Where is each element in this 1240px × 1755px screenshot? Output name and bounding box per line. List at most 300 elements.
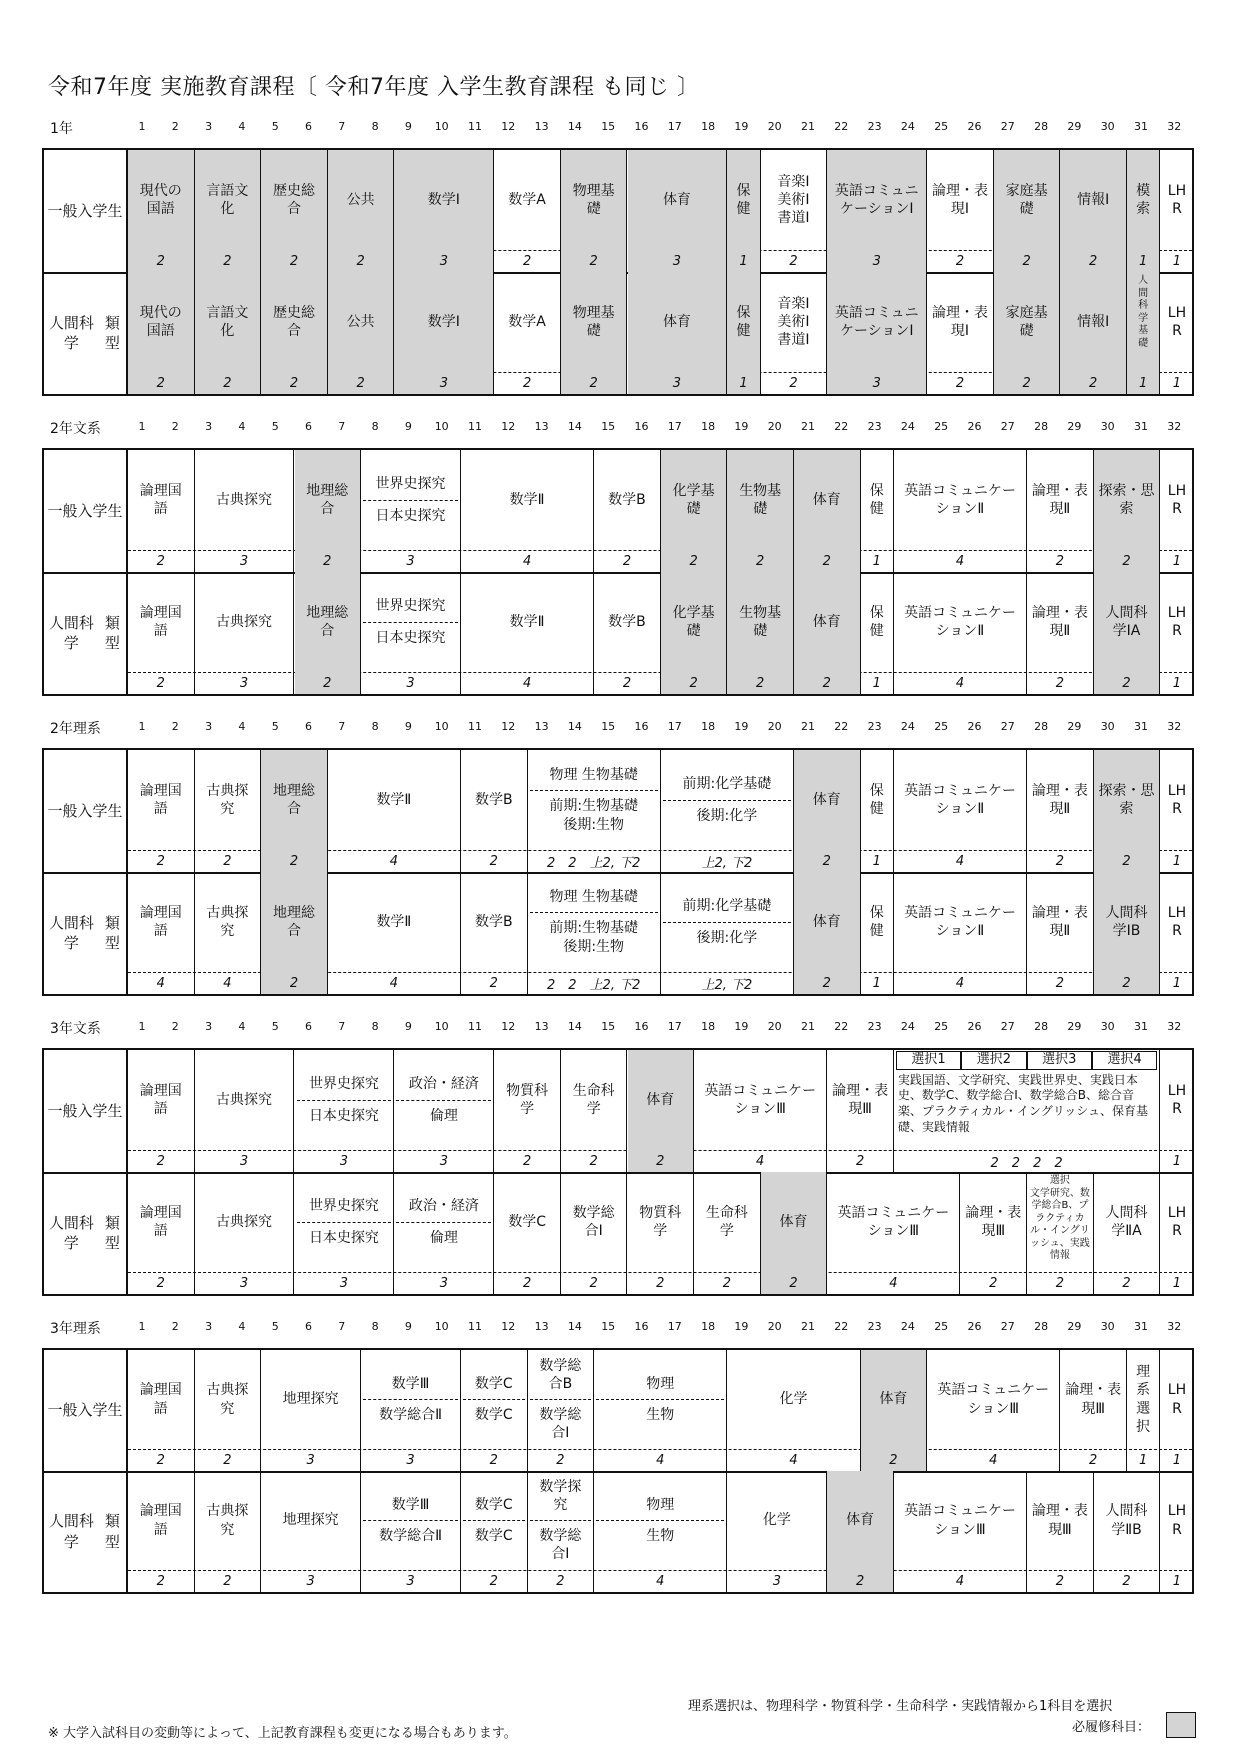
- credit-value: 3: [361, 1570, 461, 1592]
- credit-value: 4: [894, 850, 1027, 872]
- cell-text-line: 論理国: [139, 482, 182, 499]
- credit-value: 2: [295, 672, 362, 694]
- cell-text-line: 学: [520, 1101, 535, 1117]
- subject-cell: [195, 1471, 262, 1570]
- cell-text-line: 公共: [346, 191, 375, 208]
- credit-value: 1: [861, 672, 894, 694]
- cell-text-line: 系: [1136, 1382, 1151, 1399]
- subject-lower: [697, 929, 758, 947]
- period-number: 17: [667, 120, 682, 133]
- credit-value: 2: [1027, 1570, 1094, 1592]
- credit-value: 2: [594, 672, 661, 694]
- cell-text-line: 健: [736, 201, 751, 217]
- cell-text-line: LH: [1167, 604, 1187, 621]
- subject-upper: [309, 1075, 379, 1093]
- subject-cell: [594, 572, 661, 672]
- credit-value: 2: [195, 372, 262, 394]
- cell-text-line: 健: [869, 801, 884, 817]
- cell-text-line: 歴史総: [272, 182, 315, 199]
- credit-value: 3: [628, 250, 728, 272]
- credit-value: 2: [494, 1150, 561, 1172]
- period-number: 10: [434, 720, 449, 733]
- elective-slot-label: 選択4: [1092, 1051, 1157, 1070]
- subject-cell: [295, 572, 362, 672]
- cell-text-line: 地理総: [272, 782, 315, 799]
- cell-text-line: 合B: [548, 1375, 573, 1392]
- cell-text-line: 合: [286, 201, 301, 217]
- cell-text-line: 後期:生物: [563, 938, 625, 955]
- cell-text-line: 数学Ⅱ: [509, 613, 545, 630]
- cell-text-line: 保: [736, 182, 751, 199]
- group-label: [44, 572, 128, 694]
- period-number: 2: [171, 1020, 179, 1033]
- cell-text-line: 探索・思: [1098, 782, 1155, 799]
- group-label: [44, 1172, 128, 1294]
- cell-text-line: 論理・表: [832, 1082, 889, 1099]
- subject-cell: [1127, 150, 1160, 250]
- period-number: 24: [900, 420, 915, 433]
- group-label: [44, 1471, 128, 1592]
- group-label-line: 人間科学: [48, 1512, 94, 1551]
- subject-cell: [827, 1471, 894, 1570]
- period-number: 17: [667, 720, 682, 733]
- period-number: 5: [271, 1020, 279, 1033]
- cell-text-line: 言語文: [206, 182, 249, 199]
- credit-value: 2: [661, 672, 728, 694]
- subject-cell: [1160, 750, 1193, 850]
- period-number: 7: [338, 1320, 346, 1333]
- group-label: [44, 150, 128, 272]
- credit-value: 2: [261, 972, 328, 994]
- alternative-divider: [663, 922, 791, 923]
- subject-cell: [1094, 1172, 1161, 1272]
- period-number: 4: [238, 1320, 246, 1333]
- credit-value: 2: [128, 1570, 195, 1592]
- cell-text-line: LH: [1167, 782, 1187, 799]
- cell-text-line: R: [1172, 1521, 1182, 1538]
- period-number: 8: [371, 120, 379, 133]
- cell-text-line: 礎: [1138, 337, 1149, 349]
- cell-text-line: 地理総: [306, 604, 349, 621]
- subject-cell: [261, 272, 328, 372]
- cell-text-line: R: [1172, 501, 1182, 517]
- credit-value: 2: [261, 372, 328, 394]
- credit-value: 2: [1094, 550, 1161, 572]
- period-number: 22: [834, 420, 849, 433]
- cell-text-line: 日本史探究: [375, 507, 446, 524]
- period-number: 11: [468, 1320, 482, 1333]
- student-group: [44, 450, 1192, 572]
- subject-lower: [549, 919, 638, 955]
- period-number: 31: [1134, 1020, 1148, 1033]
- subject-cell: [528, 872, 661, 972]
- group-label-line: 人間科学: [48, 913, 94, 952]
- subject-cell: [827, 272, 927, 372]
- period-number: 21: [801, 720, 815, 733]
- cell-text-line: 語: [153, 501, 168, 517]
- credit-value: 4: [827, 1272, 960, 1294]
- period-number: 4: [238, 1020, 246, 1033]
- subject-cell: [1060, 272, 1127, 372]
- subject-cell: [195, 1350, 262, 1449]
- schedule-block: [42, 1348, 1194, 1594]
- period-number: 5: [271, 720, 279, 733]
- subject-cell: [561, 150, 628, 250]
- section-label: 1年: [50, 121, 73, 137]
- subject-cell: [328, 872, 461, 972]
- subject-cell: [661, 750, 794, 850]
- credit-value: 2: [1094, 850, 1161, 872]
- cell-text-line: 数学A: [508, 313, 546, 330]
- group-label-line: 一般: [47, 501, 78, 520]
- period-number: 15: [601, 720, 616, 733]
- credit-value: 上2, 下2: [661, 972, 794, 994]
- subject-upper: [683, 775, 772, 793]
- cell-text-line: 語: [153, 1400, 168, 1417]
- period-number: 19: [734, 1020, 749, 1033]
- period-number: 11: [468, 1020, 482, 1033]
- subject-cell: [195, 572, 295, 672]
- period-number: 3: [205, 420, 213, 433]
- subject-cell: [1160, 450, 1193, 550]
- group-label-line: 人間科学: [48, 1213, 94, 1252]
- group-label: [44, 1050, 128, 1172]
- period-number: 10: [434, 1320, 449, 1333]
- cell-text-line: 学ⅡA: [1111, 1223, 1142, 1239]
- subject-cell: [861, 872, 894, 972]
- schedule-block: [42, 748, 1194, 996]
- alternative-divider: [596, 1399, 724, 1400]
- period-number: 12: [501, 1020, 516, 1033]
- science-elective-note: 理系選択は、物理科学・物質科学・生命科学・実践情報から1科目を選択: [688, 1699, 1113, 1714]
- period-number: 20: [767, 1320, 782, 1333]
- period-number: 14: [567, 1320, 582, 1333]
- group-label-line: 入学生: [77, 1101, 123, 1120]
- credit-value: 3: [261, 1570, 361, 1592]
- period-number: 6: [305, 1020, 312, 1033]
- subject-cell: [1160, 1172, 1193, 1272]
- period-number: 20: [767, 1020, 782, 1033]
- period-number: 19: [734, 420, 749, 433]
- cell-text-line: 現Ⅰ: [950, 323, 970, 339]
- cell-text-line: 物理: [646, 1496, 675, 1513]
- subject-cell: [394, 1050, 494, 1150]
- cell-text-line: ケーションⅠ: [839, 201, 914, 217]
- cell-text-line: 保: [736, 304, 751, 321]
- alternative-divider: [596, 1520, 724, 1521]
- cell-text-line: 英語コミュニケー: [937, 1382, 1050, 1399]
- period-number: 8: [371, 720, 379, 733]
- group-label: [44, 750, 128, 872]
- cell-text-line: 化学基: [672, 604, 715, 621]
- cell-text-line: 礎: [1019, 323, 1034, 339]
- cell-text-line: 後期:化学: [696, 929, 758, 946]
- cell-text-line: 礎: [586, 323, 601, 339]
- cell-text-line: 合Ⅰ: [551, 1546, 570, 1563]
- credit-value: 2: [794, 972, 861, 994]
- cell-text-line: 合: [286, 923, 301, 939]
- subject-cell: [528, 750, 661, 850]
- cell-text-line: 数学Ⅰ: [427, 313, 460, 330]
- cell-text-line: 合Ⅰ: [584, 1223, 603, 1239]
- cell-text-line: 語: [153, 1101, 168, 1117]
- cell-text-line: 化学基: [672, 482, 715, 499]
- subject-cell: [328, 750, 461, 850]
- credit-value: 2: [561, 1272, 628, 1294]
- credit-value: 2: [1094, 972, 1161, 994]
- cell-text-line: 論理国: [139, 1204, 182, 1221]
- credit-value: 2: [694, 1272, 761, 1294]
- credit-value: 2: [794, 550, 861, 572]
- subject-cell: [494, 150, 561, 250]
- period-number: 27: [1000, 1020, 1015, 1033]
- period-number: 2: [171, 420, 179, 433]
- cell-text-line: 語: [153, 801, 168, 817]
- subject-upper: [683, 897, 772, 915]
- subject-cell: [628, 1172, 695, 1272]
- credit-value: 2: [461, 850, 528, 872]
- cell-text-line: 国語: [146, 201, 175, 217]
- credit-value: 2: [128, 372, 195, 394]
- period-number: 14: [567, 420, 582, 433]
- cell-text-line: 数学C: [474, 1496, 513, 1513]
- subject-upper: [475, 1496, 513, 1514]
- cell-text-line: 論理・表: [1031, 482, 1088, 499]
- period-number: 7: [338, 420, 346, 433]
- cell-text-line: 論理・表: [1031, 1503, 1088, 1520]
- credit-value: 2: [461, 1570, 528, 1592]
- cell-text-line: 体育: [662, 313, 691, 330]
- credit-value: 上2, 下2: [661, 850, 794, 872]
- subject-lower: [430, 1107, 458, 1125]
- cell-text-line: 学ⅠB: [1112, 923, 1141, 939]
- cell-text-line: 古典探: [206, 1503, 249, 1520]
- section-label: 2年文系: [50, 421, 101, 437]
- period-number: 29: [1067, 720, 1082, 733]
- group-label: [44, 272, 128, 394]
- elective-header-row: [896, 1051, 1157, 1070]
- credit-value: 2: [1060, 250, 1127, 272]
- period-number: 18: [701, 1020, 716, 1033]
- cell-text-line: 国語: [146, 323, 175, 339]
- period-number: 16: [634, 1020, 649, 1033]
- subject-cell: [295, 1050, 395, 1150]
- subject-cell: [1094, 450, 1161, 550]
- subject-upper: [376, 475, 446, 493]
- credit-value: 3: [394, 1272, 494, 1294]
- subject-upper: [539, 1357, 581, 1393]
- credit-value: 1: [1127, 372, 1160, 394]
- subject-cell: [794, 450, 861, 550]
- subject-cell: [1027, 1172, 1094, 1272]
- cell-text-line: 情報Ⅰ: [1077, 191, 1110, 208]
- schedule-block: [42, 448, 1194, 696]
- credit-value: 4: [894, 672, 1027, 694]
- period-number: 6: [305, 720, 312, 733]
- cell-text-line: 数学B: [474, 791, 513, 808]
- group-label-line: 類型: [104, 913, 120, 952]
- subject-cell: [1027, 750, 1094, 850]
- alternative-divider: [363, 622, 458, 623]
- period-number: 2: [171, 1320, 179, 1333]
- subject-cell: [1160, 1050, 1193, 1150]
- credit-value: 1: [1172, 1573, 1182, 1589]
- subject-lower: [475, 1527, 513, 1545]
- subject-cell: [195, 150, 262, 250]
- cell-text-line: 究: [220, 923, 235, 939]
- cell-text-line: R: [1172, 623, 1182, 639]
- group-label-line: 人間科学: [48, 313, 94, 352]
- cell-text-line: 択: [1136, 1418, 1151, 1435]
- credit-value: 3: [261, 1449, 361, 1471]
- subject-cell: [528, 1471, 595, 1570]
- period-number: 32: [1167, 1320, 1182, 1333]
- period-number: 29: [1067, 120, 1082, 133]
- cell-text-line: 家庭基: [1005, 182, 1048, 199]
- cell-text-line: 健: [869, 623, 884, 639]
- cell-text-line: 物質科: [506, 1082, 549, 1099]
- subject-lower: [309, 1107, 379, 1125]
- cell-text-line: 化: [220, 201, 235, 217]
- cell-text-line: 現Ⅱ: [1049, 501, 1071, 517]
- subject-cell: [894, 450, 1027, 550]
- period-number: 1: [138, 1320, 146, 1333]
- period-number: 11: [468, 720, 482, 733]
- credit-value: 2: [727, 672, 794, 694]
- cell-text-line: 化: [220, 323, 235, 339]
- cell-text-line: 日本史探究: [375, 629, 446, 646]
- period-number: 17: [667, 1020, 682, 1033]
- cell-text-line: 礎: [686, 623, 701, 639]
- period-number: 20: [767, 420, 782, 433]
- period-number: 26: [967, 1320, 982, 1333]
- subject-lower: [379, 1406, 442, 1424]
- legend-required-swatch: [1166, 1712, 1196, 1738]
- period-number: 24: [900, 1320, 915, 1333]
- group-label-line: 一般: [47, 1101, 78, 1120]
- cell-text-line: 合Ⅰ: [551, 1425, 570, 1442]
- cell-text-line: 地理総: [306, 482, 349, 499]
- period-number: 12: [501, 420, 516, 433]
- subject-cell: [461, 572, 594, 672]
- cell-text-line: 数学Ⅲ: [391, 1375, 430, 1392]
- cell-text-line: 論理・表: [1031, 604, 1088, 621]
- subject-cell: [727, 150, 760, 250]
- period-number: 9: [404, 1020, 412, 1033]
- cell-text-line: R: [1172, 323, 1182, 339]
- student-group: [44, 1471, 1192, 1592]
- period-number: 7: [338, 720, 346, 733]
- cell-text-line: ションⅡ: [935, 801, 985, 817]
- period-number: 12: [501, 120, 516, 133]
- period-number: 13: [534, 720, 549, 733]
- cell-text-line: LH: [1167, 182, 1187, 199]
- cell-text-line: 人間科: [1105, 1503, 1148, 1520]
- credit-value: 4: [328, 972, 461, 994]
- cell-text-line: 探索・思: [1098, 482, 1155, 499]
- cell-text-line: 保: [869, 604, 884, 621]
- cell-text-line: ションⅢ: [967, 1400, 1019, 1417]
- cell-text-line: 生物基: [739, 604, 782, 621]
- period-number: 31: [1134, 720, 1148, 733]
- cell-text-line: 地理総: [272, 904, 315, 921]
- credit-value: 2: [628, 1272, 695, 1294]
- cell-text-line: 学ⅠA: [1112, 623, 1141, 639]
- subject-cell: [361, 1350, 461, 1449]
- cell-text-line: 数学A: [508, 191, 546, 208]
- subject-cell: [494, 1172, 561, 1272]
- cell-text-line: 体育: [779, 1213, 808, 1230]
- cell-text-line: 論理国: [139, 1503, 182, 1520]
- cell-text-line: 究: [220, 1400, 235, 1417]
- cell-text-line: 数学C: [474, 1407, 513, 1423]
- cell-text-line: 模: [1136, 182, 1151, 199]
- period-number: 25: [934, 720, 949, 733]
- period-number: 30: [1100, 420, 1115, 433]
- student-group: [44, 872, 1192, 994]
- subject-cell: [261, 150, 328, 250]
- credit-value: 1: [1127, 1449, 1160, 1471]
- cell-text-line: 数学Ⅱ: [376, 791, 412, 808]
- cell-text-line: 学: [1138, 312, 1149, 324]
- cell-text-line: 健: [869, 501, 884, 517]
- cell-text-line: 古典探究: [216, 1213, 273, 1230]
- cell-text-line: 学: [719, 1223, 734, 1239]
- cell-text-line: 前期:生物基礎: [549, 920, 639, 937]
- cell-text-line: 数学C: [474, 1375, 513, 1392]
- credit-value: 2: [1027, 972, 1094, 994]
- cell-text-line: R: [1172, 1223, 1182, 1239]
- cell-text-line: R: [1172, 1101, 1182, 1117]
- credit-value: 2: [761, 250, 828, 272]
- subject-lower: [646, 1406, 674, 1424]
- footnote: ※ 大学入試科目の変動等によって、上記教育課程も変更になる場合もあります。: [48, 1726, 517, 1741]
- credit-value: 2 2 上2, 下2: [528, 850, 661, 872]
- cell-text-line: 数学Ⅰ: [427, 191, 460, 208]
- period-number-row: [126, 1320, 1192, 1336]
- cell-text-line: 論理国: [139, 904, 182, 921]
- credit-value: 2: [761, 372, 828, 394]
- group-label-line: 入学生: [77, 201, 123, 220]
- cell-text-line: 現Ⅲ: [981, 1223, 1006, 1239]
- subject-cell: [727, 1471, 827, 1570]
- period-number: 10: [434, 1020, 449, 1033]
- cell-text-line: 文学研究、数学総合B、プラクティカル・イングリッシュ、実践情報: [1029, 1187, 1090, 1261]
- credit-value: 2: [861, 1449, 928, 1471]
- period-number: 21: [801, 1320, 815, 1333]
- subject-lower: [430, 1229, 458, 1247]
- student-group: [44, 1050, 1192, 1172]
- subject-cell: [195, 450, 295, 550]
- period-number: 31: [1134, 420, 1148, 433]
- cell-text-line: 科: [1138, 300, 1149, 311]
- period-number: 3: [205, 1320, 213, 1333]
- cell-text-line: 体育: [846, 1512, 875, 1529]
- period-number: 30: [1100, 1020, 1115, 1033]
- cell-text-line: ションⅡ: [935, 923, 985, 939]
- subject-lower: [379, 1527, 442, 1545]
- credit-value: 2: [628, 1150, 695, 1172]
- credit-value: 3: [361, 1449, 461, 1471]
- subject-cell: [894, 1471, 1027, 1570]
- cell-text-line: LH: [1167, 482, 1187, 499]
- cell-text-line: 英語コミュニ: [834, 304, 919, 321]
- cell-text-line: 選択: [1049, 1175, 1070, 1186]
- credit-value: 2: [561, 1150, 628, 1172]
- period-number: 18: [701, 420, 716, 433]
- subject-cell: [128, 750, 195, 850]
- elective-options: 実践国語、文学研究、実践世界史、実践日本史、数学C、数学総合Ⅰ、数学総合B、総合音楽、プラクティカル・イングリッシュ、保育基礎、実践情報: [897, 1072, 1148, 1134]
